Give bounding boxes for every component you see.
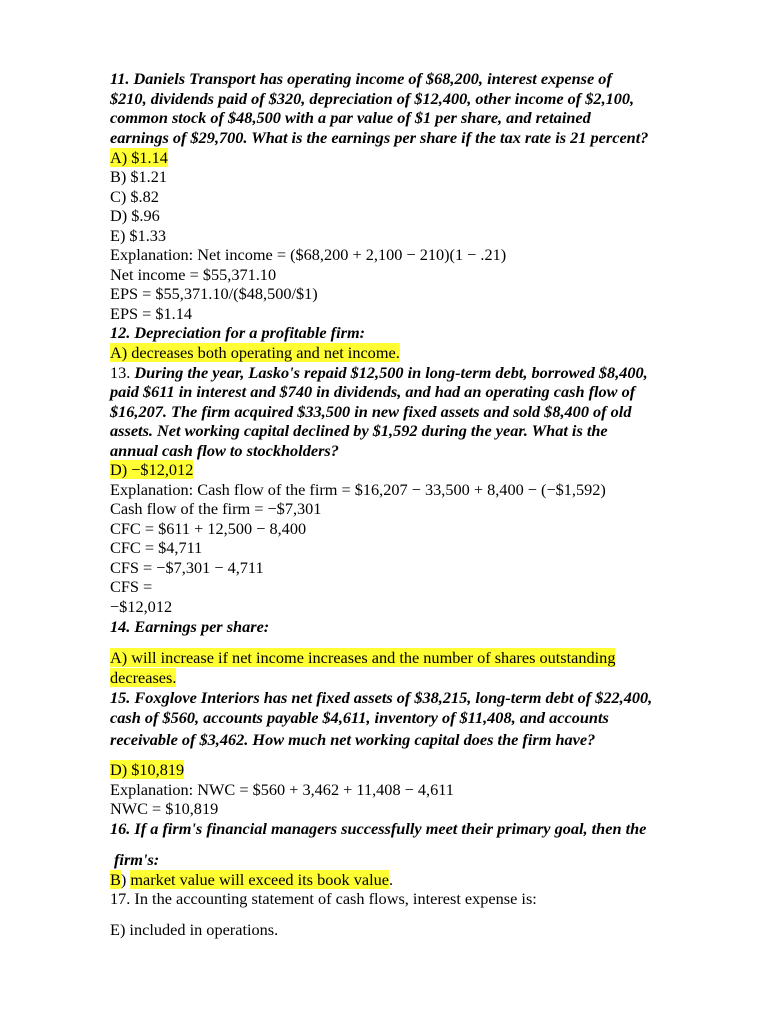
q16-question-line-1: 16. If a firm's financial managers successfully meet their primary goal, then the (110, 819, 647, 838)
q11-question-line-2: $210, dividends paid of $320, depreciation of $12,400, other income of $2,100, (110, 89, 635, 108)
q16-answer-paren: ) (120, 870, 127, 889)
q17-question: 17. In the accounting statement of cash flows, interest expense is: (110, 889, 537, 908)
q15-question-line-3: receivable of $3,462. How much net working capital does the firm have? (110, 730, 596, 749)
q12-answer-highlight: A) decreases both operating and net income. (110, 343, 400, 362)
q11-option-b: B) $1.21 (110, 167, 167, 186)
q13-explanation-line-1: Explanation: Cash flow of the firm = $16,207 − 33,500 + 8,400 − (−$1,592) (110, 480, 606, 499)
q17-answer: E) included in operations. (110, 920, 279, 939)
q11-explanation-line-4: EPS = $1.14 (110, 304, 193, 323)
q13-question-line-2: paid $611 in interest and $740 in dividends, and had an operating cash flow of (110, 382, 636, 401)
q13-explanation-line-7: −$12,012 (110, 597, 173, 616)
q14-answer-line-2: decreases. (110, 668, 177, 687)
q16-answer-letter: B (110, 870, 121, 889)
q16-answer-period: . (388, 870, 394, 889)
q11-option-e: E) $1.33 (110, 226, 167, 245)
q16-answer-highlight: market value will exceed its book value (130, 870, 389, 889)
q14-answer-line-1: A) will increase if net income increases and the number of shares outstanding (110, 648, 616, 667)
q13-explanation-line-4: CFC = $4,711 (110, 538, 203, 557)
q11-explanation-line-1: Explanation: Net income = ($68,200 + 2,100 − 210)(1 − .21) (110, 245, 507, 264)
q13-number: 13. (110, 363, 135, 382)
q11-question-line-4: earnings of $29,700. What is the earnings per share if the tax rate is 21 percent? (110, 128, 649, 147)
q13-explanation-line-2: Cash flow of the firm = −$7,301 (110, 499, 322, 518)
q13-answer-highlight: D) −$12,012 (110, 460, 194, 479)
q15-question-line-1: 15. Foxglove Interiors has net fixed assets of $38,215, long-term debt of $22,400, (110, 688, 653, 707)
q13-explanation-line-6: CFS = (110, 577, 153, 596)
q11-option-d: D) $.96 (110, 206, 160, 225)
q12-question: 12. Depreciation for a profitable firm: (110, 323, 366, 342)
q15-answer-highlight: D) $10,819 (110, 760, 185, 779)
q13-question-text: During the year, Lasko's repaid $12,500 in long-term debt, borrowed $8,400, (134, 363, 648, 382)
q13-question-line-5: annual cash flow to stockholders? (110, 441, 339, 460)
q11-question-line-1: 11. Daniels Transport has operating income of $68,200, interest expense of (110, 69, 612, 88)
q14-question: 14. Earnings per share: (110, 617, 270, 636)
q11-answer-highlight: A) $1.14 (110, 148, 168, 167)
q11-explanation-line-2: Net income = $55,371.10 (110, 265, 277, 284)
q13-question-line-4: assets. Net working capital declined by $1,592 during the year. What is the (110, 421, 608, 440)
q13-question-line-1 (110, 363, 648, 383)
q13-explanation-line-3: CFC = $611 + 12,500 − 8,400 (110, 519, 307, 538)
q13-explanation-line-5: CFS = −$7,301 − 4,711 (110, 558, 264, 577)
q16-answer-line (110, 870, 393, 890)
q15-question-line-2: cash of $560, accounts payable $4,611, inventory of $11,408, and accounts (110, 708, 609, 727)
q11-explanation-line-3: EPS = $55,371.10/($48,500/$1) (110, 284, 318, 303)
q13-question-line-3: $16,207. The firm acquired $33,500 in new fixed assets and sold $8,400 of old (110, 402, 632, 421)
q16-question-line-2: firm's: (114, 850, 160, 869)
q15-explanation-line-2: NWC = $10,819 (110, 799, 219, 818)
q15-explanation-line-1: Explanation: NWC = $560 + 3,462 + 11,408 − 4,611 (110, 780, 454, 799)
q11-option-c: C) $.82 (110, 187, 159, 206)
q11-question-line-3: common stock of $48,500 with a par value of $1 per share, and retained (110, 108, 591, 127)
